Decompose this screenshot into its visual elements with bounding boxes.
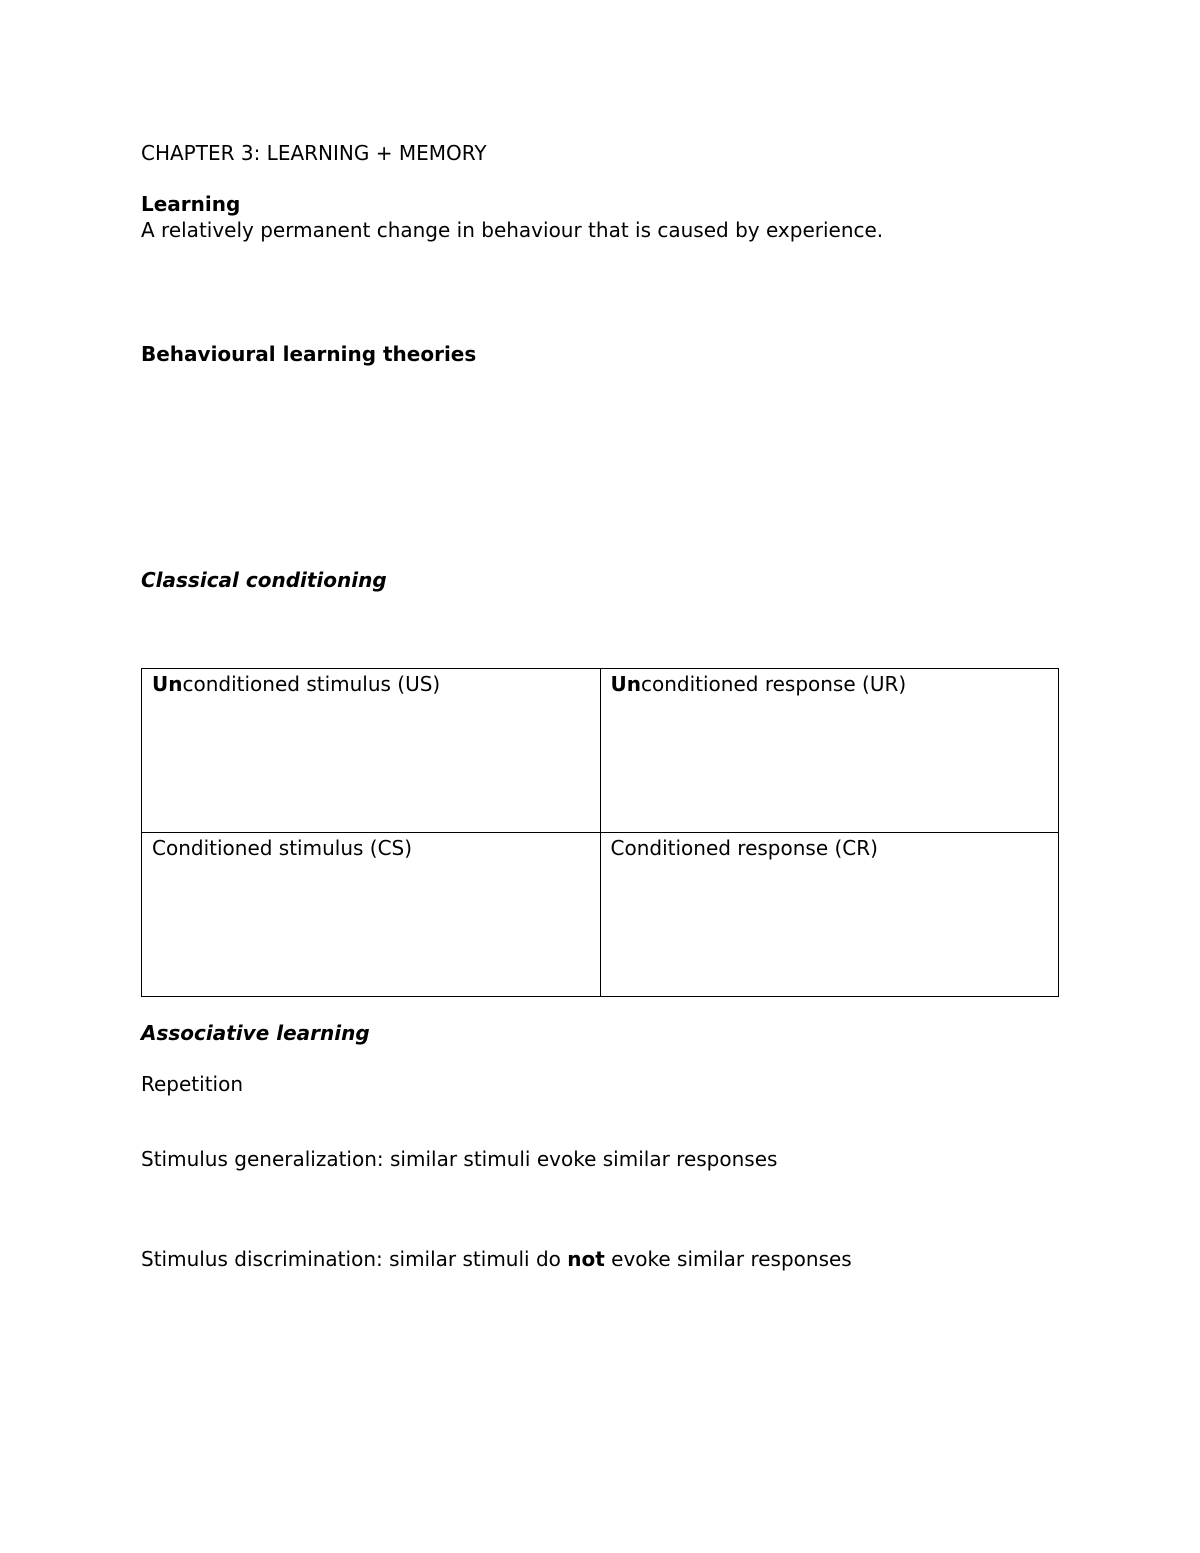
stimulus-generalization-text: Stimulus generalization: similar stimuli evoke similar responses [141,1147,778,1171]
repetition-text: Repetition [141,1072,244,1096]
conditioned-stimulus-cell [142,833,601,997]
table-row [142,669,1059,833]
cell-text: conditioned stimulus (US) [182,672,441,696]
un-prefix: Un [610,672,641,696]
conditioning-table [141,668,1059,997]
discrimination-after: evoke similar responses [604,1247,852,1271]
discrimination-before: Stimulus discrimination: similar stimuli do [141,1247,568,1271]
cell-text: conditioned response (UR) [640,672,907,696]
discrimination-emphasis: not [567,1247,605,1271]
learning-heading: Learning [141,192,241,216]
stimulus-discrimination-text [141,1249,852,1269]
associative-learning-heading: Associative learning [141,1021,370,1045]
cell-text: Conditioned stimulus (CS) [152,836,413,860]
learning-definition: A relatively permanent change in behaviour that is caused by experience. [141,218,884,242]
conditioned-response-cell [600,833,1059,997]
unconditioned-response-cell [600,669,1059,833]
unconditioned-stimulus-cell [142,669,601,833]
table-row [142,833,1059,997]
chapter-title: CHAPTER 3: LEARNING + MEMORY [141,141,487,165]
un-prefix: Un [152,672,183,696]
cell-text: Conditioned response (CR) [610,836,878,860]
classical-conditioning-heading: Classical conditioning [141,568,387,592]
behavioural-learning-heading: Behavioural learning theories [141,342,477,366]
